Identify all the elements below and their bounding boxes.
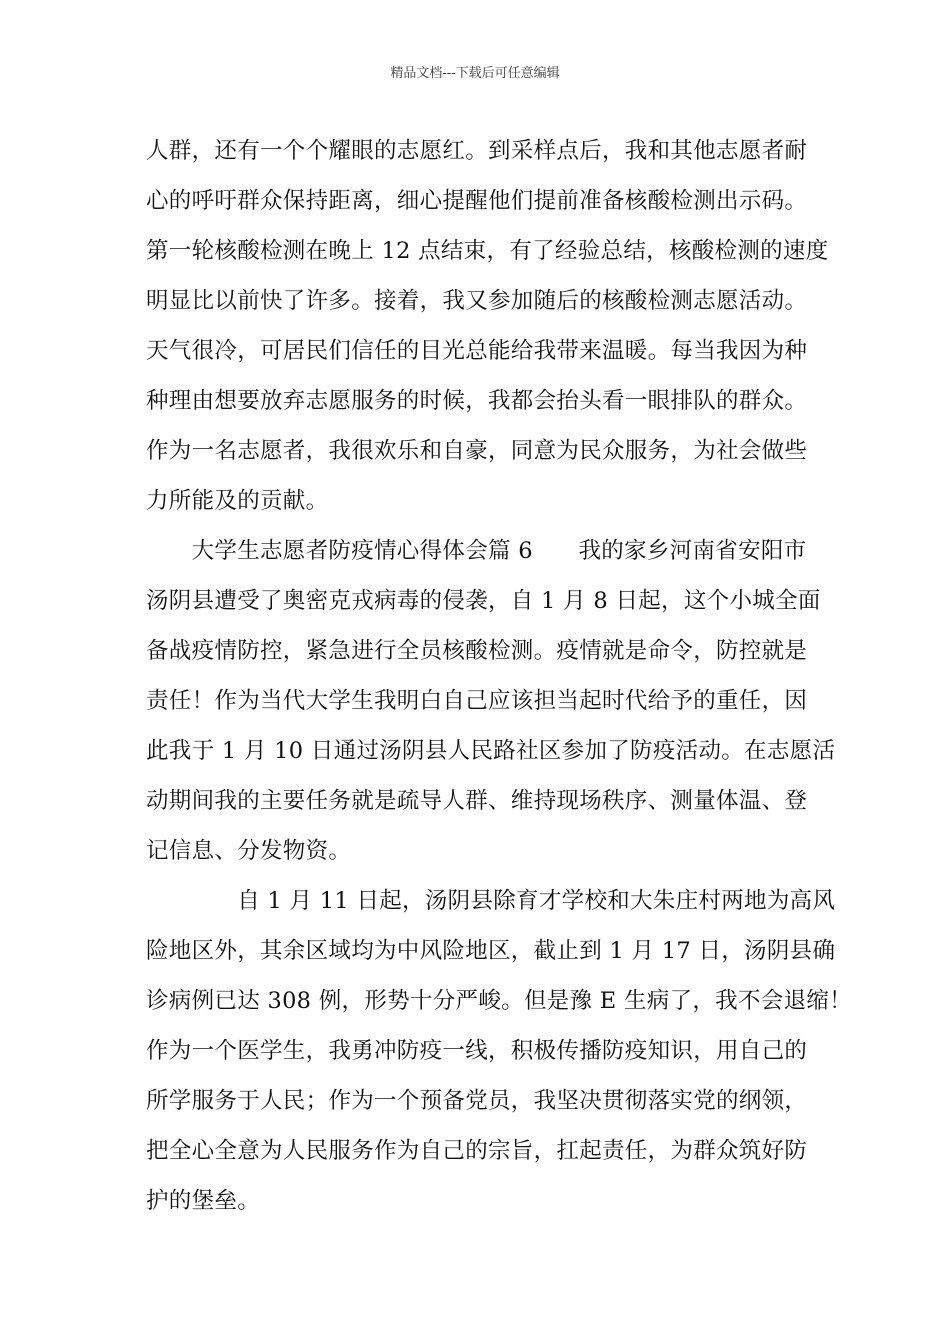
text-line: 第一轮核酸检测在晚上 12 点结束，有了经验总结，核酸检测的速度 xyxy=(146,238,829,264)
text-line: 天气很冷，可居民们信任的目光总能给我带来温暖。每当我因为种 xyxy=(146,338,808,364)
text-line: 诊病例已达 308 例，形势十分严峻。但是豫 E 生病了，我不会退缩！ xyxy=(146,988,852,1014)
text-line: 动期间我的主要任务就是疏导人群、维持现场秩序、测量体温、登 xyxy=(146,788,808,814)
text-line: 责任！作为当代大学生我明白自己应该担当起时代给予的重任，因 xyxy=(146,688,808,714)
text-line: 所学服务于人民；作为一个预备党员，我坚决贯彻落实党的纲领， xyxy=(146,1088,808,1114)
text-line: 备战疫情防控，紧急进行全员核酸检测。疫情就是命令，防控就是 xyxy=(146,638,808,664)
text-line: 此我于 1 月 10 日通过汤阴县人民路社区参加了防疫活动。在志愿活 xyxy=(146,738,836,764)
text-line: 险地区外，其余区域均为中风险地区，截止到 1 月 17 日，汤阴县确 xyxy=(146,938,836,964)
text-line: 把全心全意为人民服务作为自己的宗旨，扛起责任，为群众筑好防 xyxy=(146,1138,808,1164)
text-line: 人群，还有一个个耀眼的志愿红。到采样点后，我和其他志愿者耐 xyxy=(146,138,808,164)
text-line: 护的堡垒。 xyxy=(146,1188,261,1214)
text-line: 记信息、分发物资。 xyxy=(146,838,352,864)
text-line: 明显比以前快了许多。接着，我又参加随后的核酸检测志愿活动。 xyxy=(146,288,808,314)
page-header: 精品文档---下载后可任意编辑 xyxy=(390,66,560,81)
text-line: 心的呼吁群众保持距离，细心提醒他们提前准备核酸检测出示码。 xyxy=(146,188,808,214)
text-line: 作为一名志愿者，我很欢乐和自豪，同意为民众服务，为社会做些 xyxy=(146,438,808,464)
text-line: 力所能及的贡献。 xyxy=(146,488,329,514)
text-line: 自 1 月 11 日起，汤阴县除育才学校和大朱庄村两地为高风 xyxy=(146,888,836,914)
text-line: 作为一个医学生，我勇冲防疫一线，积极传播防疫知识，用自己的 xyxy=(146,1038,808,1064)
text-line: 汤阴县遭受了奥密克戎病毒的侵袭，自 1 月 8 日起，这个小城全面 xyxy=(146,588,821,614)
text-line: 大学生志愿者防疫情心得体会篇 6 我的家乡河南省安阳市 xyxy=(146,538,807,564)
text-line: 种理由想要放弃志愿服务的时候，我都会抬头看一眼排队的群众。 xyxy=(146,388,808,414)
